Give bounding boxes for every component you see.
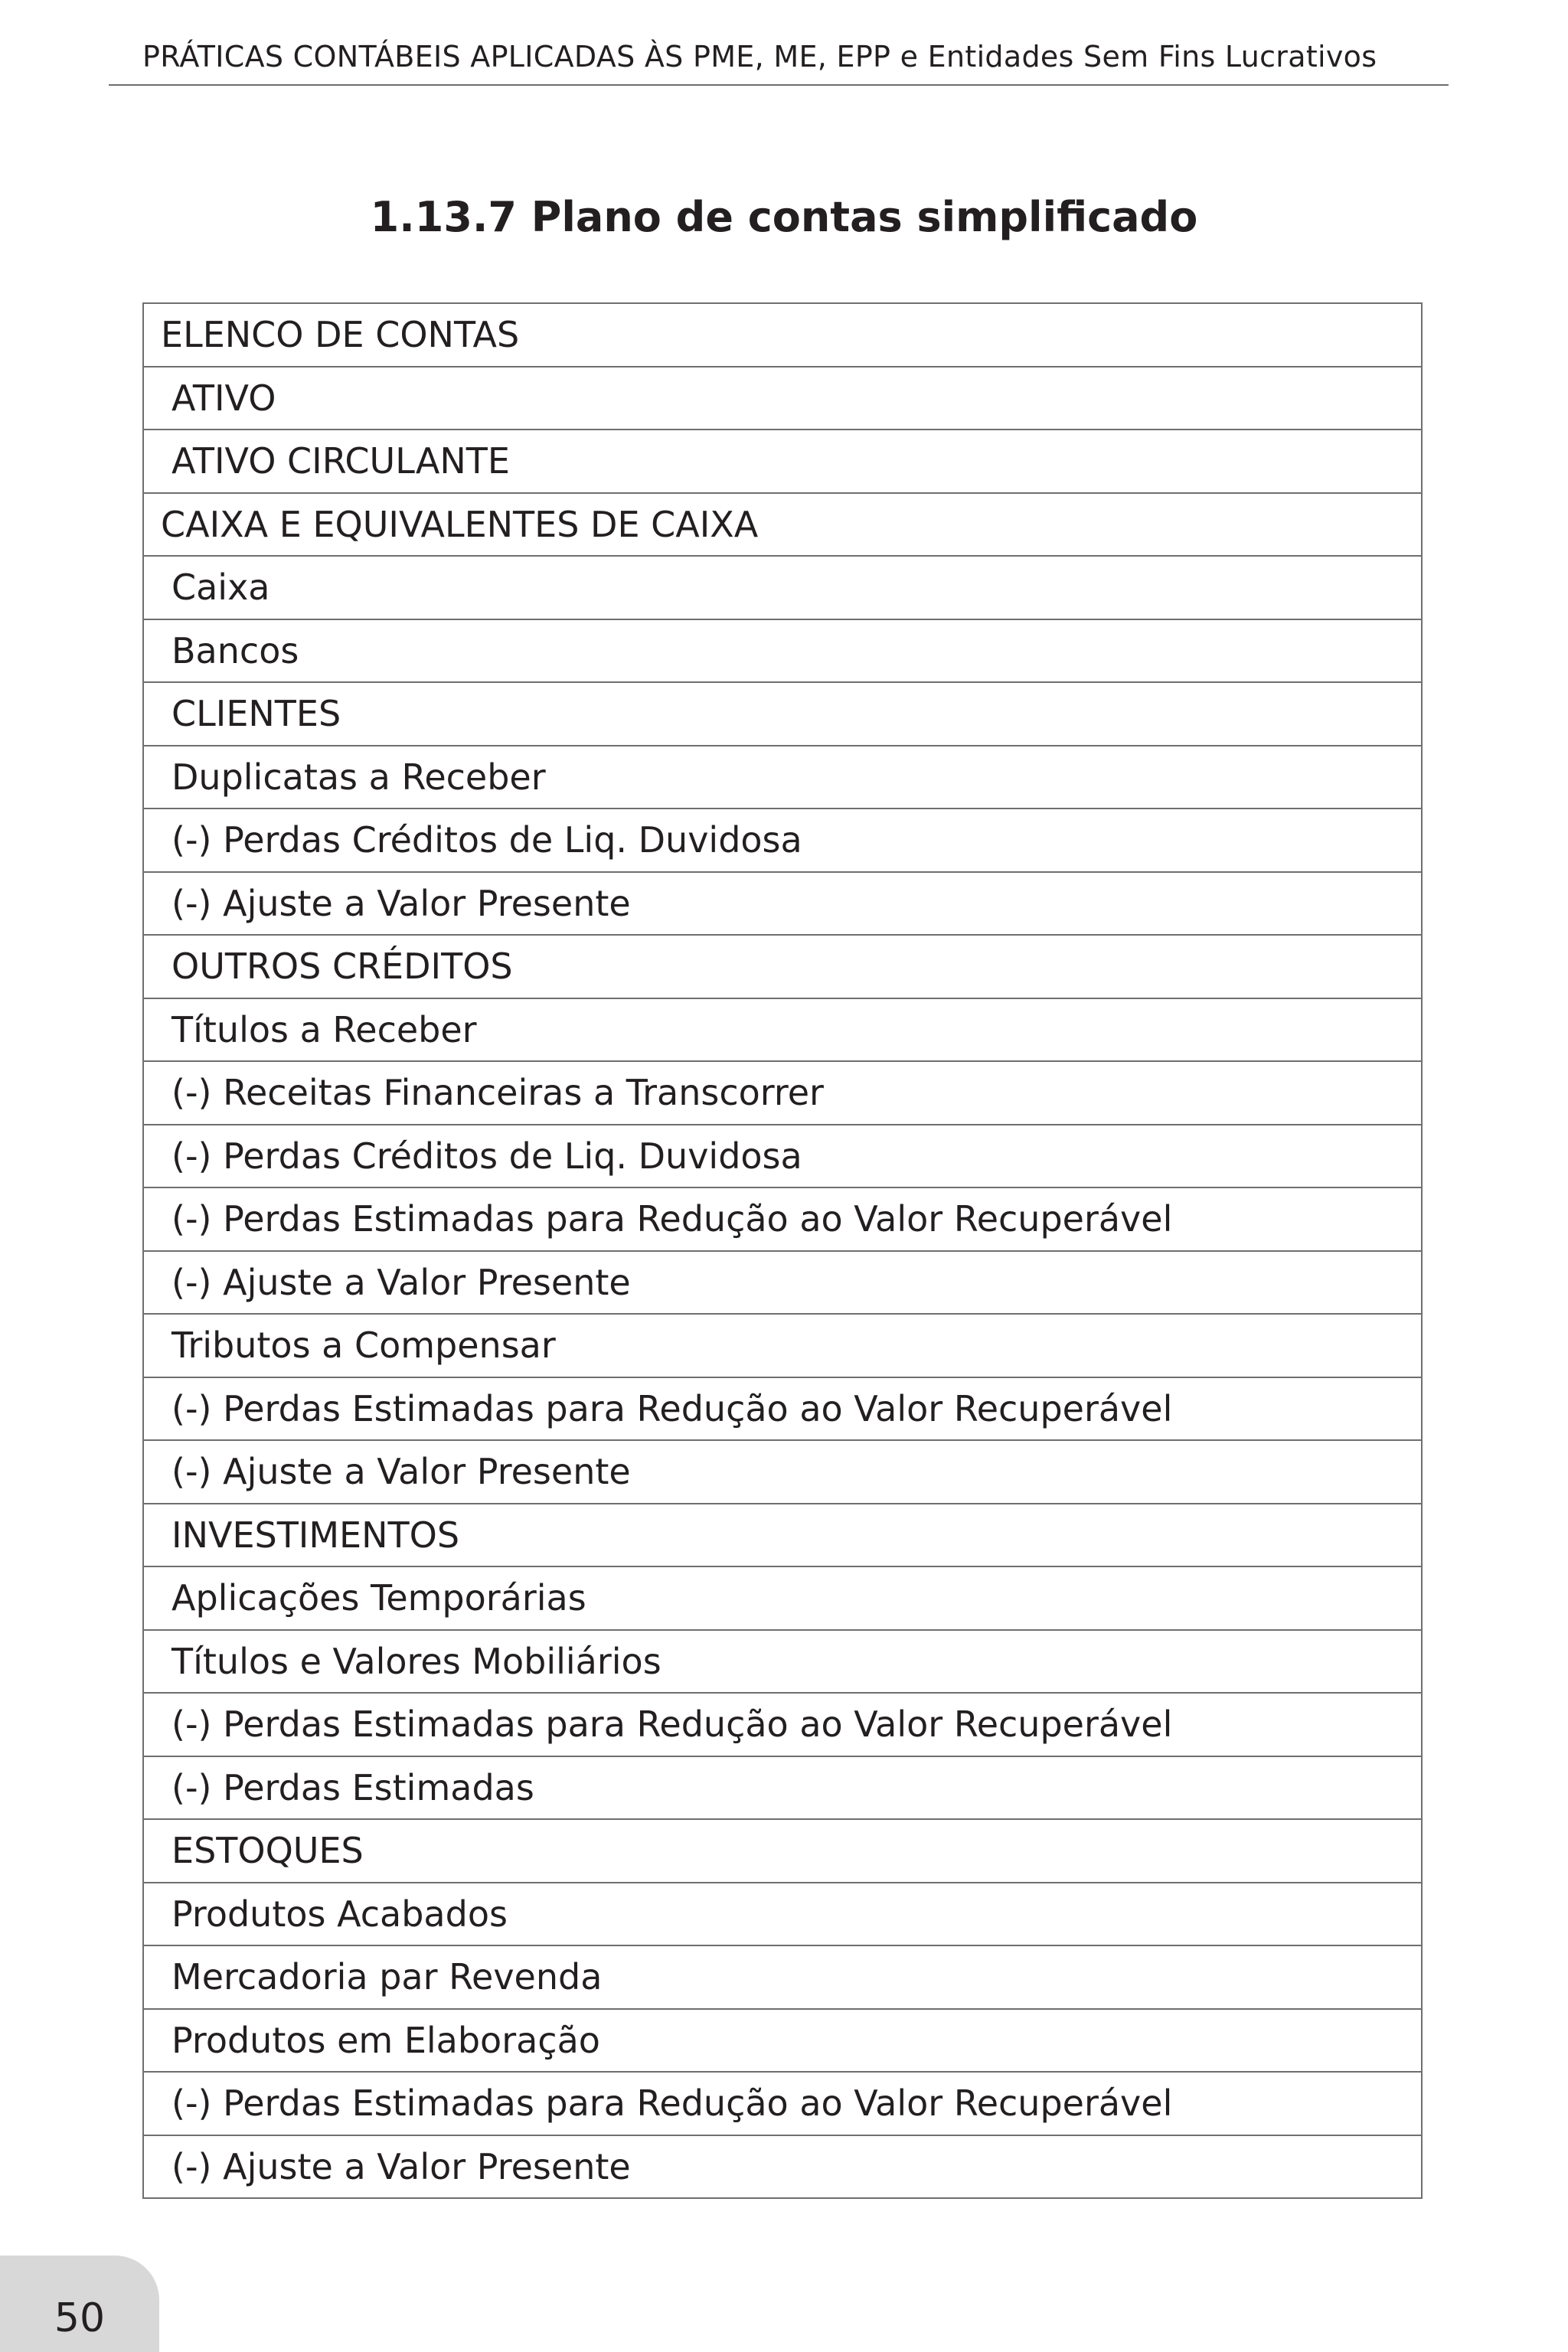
table-row [143,808,1422,872]
table-row [143,998,1422,1062]
account-name-cell: Mercadoria par Revenda [143,1945,1422,2009]
table-row [143,1693,1422,1756]
account-name-cell: Caixa [143,556,1422,619]
table-row [143,2009,1422,2073]
account-name-cell: Produtos Acabados [143,1883,1422,1946]
table-row [143,935,1422,998]
account-name-cell: ESTOQUES [143,1819,1422,1883]
table-row [143,1504,1422,1567]
account-name-cell: ATIVO [143,367,1422,430]
table-row [143,1251,1422,1315]
account-name-cell: ELENCO DE CONTAS [143,303,1422,367]
account-name-cell: Produtos em Elaboração [143,2009,1422,2073]
account-name-cell: (-) Ajuste a Valor Presente [143,872,1422,936]
page-number: 50 [54,2295,106,2341]
table-row [143,556,1422,619]
account-name-cell: Bancos [143,619,1422,683]
table-row [143,2135,1422,2199]
table-row [143,619,1422,683]
account-name-cell: (-) Ajuste a Valor Presente [143,2135,1422,2199]
table-row [143,2072,1422,2135]
table-row [143,682,1422,746]
table-row [143,1756,1422,1820]
account-name-cell: (-) Receitas Financeiras a Transcorrer [143,1061,1422,1125]
accounts-table-body [143,303,1422,2198]
accounts-table [142,302,1423,2199]
account-name-cell: (-) Perdas Estimadas para Redução ao Valor Recuperável [143,2072,1422,2135]
account-name-cell: CLIENTES [143,682,1422,746]
table-row [143,1187,1422,1251]
account-name-cell: Tributos a Compensar [143,1314,1422,1377]
account-name-cell: (-) Perdas Créditos de Liq. Duvidosa [143,1125,1422,1188]
section-title: 1.13.7 Plano de contas simplificado [370,193,1198,241]
table-row [143,1945,1422,2009]
table-row [143,1630,1422,1694]
account-name-cell: Aplicações Temporárias [143,1566,1422,1630]
table-row [143,430,1422,493]
account-name-cell: Títulos e Valores Mobiliários [143,1630,1422,1694]
account-name-cell: CAIXA E EQUIVALENTES DE CAIXA [143,493,1422,557]
table-row [143,1883,1422,1946]
table-row [143,1440,1422,1504]
table-row [143,1566,1422,1630]
account-name-cell: (-) Ajuste a Valor Presente [143,1251,1422,1315]
table-row [143,872,1422,936]
account-name-cell: (-) Ajuste a Valor Presente [143,1440,1422,1504]
account-name-cell: Duplicatas a Receber [143,746,1422,809]
table-row [143,367,1422,430]
account-name-cell: (-) Perdas Estimadas para Redução ao Valor Recuperável [143,1187,1422,1251]
table-row [143,493,1422,557]
table-row [143,1061,1422,1125]
table-row [143,746,1422,809]
account-name-cell: INVESTIMENTOS [143,1504,1422,1567]
table-row [143,1819,1422,1883]
account-name-cell: (-) Perdas Créditos de Liq. Duvidosa [143,808,1422,872]
account-name-cell: (-) Perdas Estimadas para Redução ao Valor Recuperável [143,1693,1422,1756]
account-name-cell: OUTROS CRÉDITOS [143,935,1422,998]
account-name-cell: (-) Perdas Estimadas para Redução ao Valor Recuperável [143,1377,1422,1441]
table-row [143,1377,1422,1441]
table-row [143,1314,1422,1377]
account-name-cell: Títulos a Receber [143,998,1422,1062]
account-name-cell: ATIVO CIRCULANTE [143,430,1422,493]
account-name-cell: (-) Perdas Estimadas [143,1756,1422,1820]
running-header: PRÁTICAS CONTÁBEIS APLICADAS ÀS PME, ME, EPP e Entidades Sem Fins Lucrativos [142,40,1377,74]
table-row [143,1125,1422,1188]
table-row [143,303,1422,367]
header-divider [109,84,1449,86]
